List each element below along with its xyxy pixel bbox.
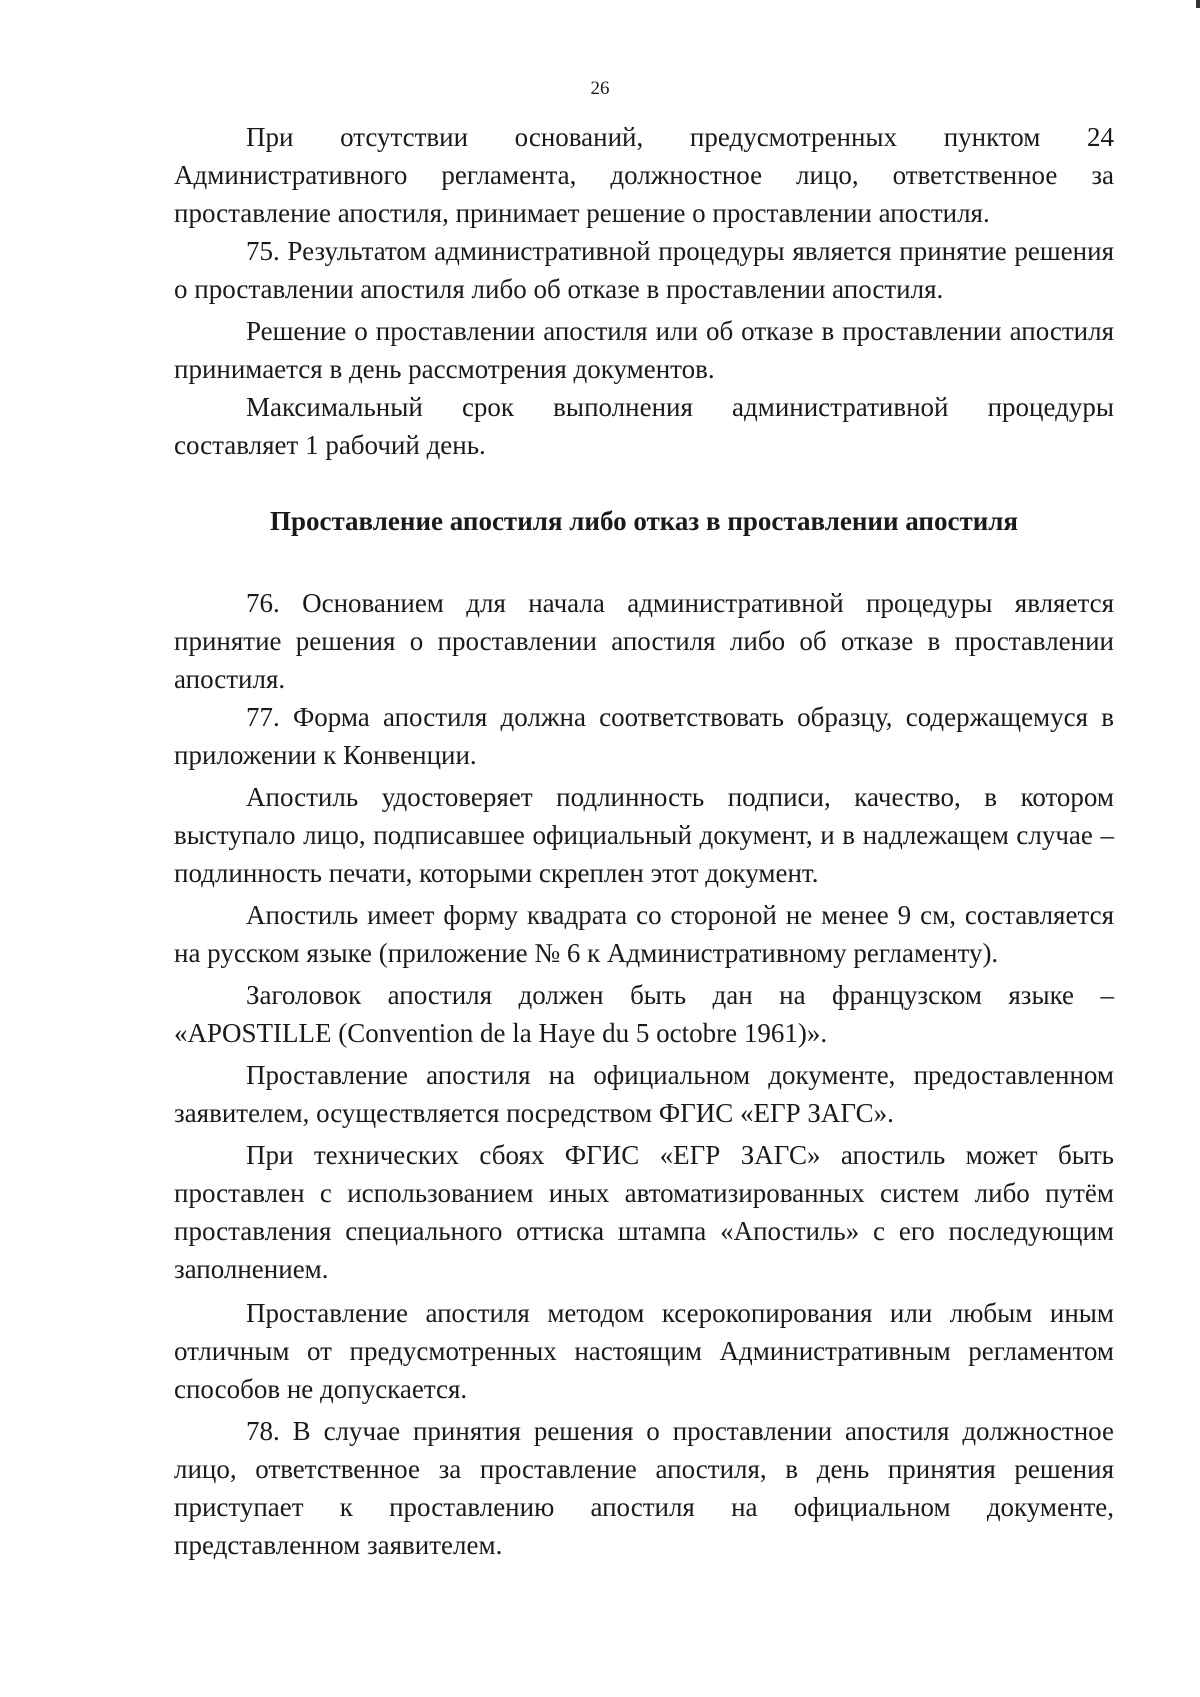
paragraph-item-78: 78. В случае принятия решения о проставлении апостиля должностное лицо, ответственное за проставление апостиля, в день принятия решения приступает к проставлению апостиля на официальном документе, представленном заявителем. bbox=[174, 1416, 1114, 1560]
paragraph-item-76: 76. Основанием для начала административной процедуры является принятие решения о проставлении апостиля либо об отказе в проставлении апостиля. bbox=[174, 588, 1114, 694]
paragraph: Проставление апостиля методом ксерокопирования или любым иным отличным от предусмотренных настоящим Административным регламентом способов не допускается. bbox=[174, 1298, 1114, 1404]
document-body bbox=[174, 118, 1114, 1564]
paragraph: При технических сбоях ФГИС «ЕГР ЗАГС» апостиль может быть проставлен с использованием иных автоматизированных систем либо путём проставления специального оттиска штампа «Апостиль» с его последующим заполнением. bbox=[174, 1140, 1114, 1284]
paragraph: Максимальный срок выполнения административной процедуры составляет 1 рабочий день. bbox=[174, 392, 1114, 460]
paragraph: При отсутствии оснований, предусмотренных пунктом 24 Административного регламента, должностное лицо, ответственное за проставление апостиля, принимает решение о проставлении апостиля. bbox=[174, 122, 1114, 228]
paragraph: Апостиль удостоверяет подлинность подписи, качество, в котором выступало лицо, подписавшее официальный документ, и в надлежащем случае – подлинность печати, которыми скреплен этот документ. bbox=[174, 782, 1114, 888]
section-heading: Проставление апостиля либо отказ в проставлении апостиля bbox=[269, 506, 1019, 536]
paragraph: Решение о проставлении апостиля или об отказе в проставлении апостиля принимается в день рассмотрения документов. bbox=[174, 316, 1114, 384]
scan-artifact-mark bbox=[1196, 0, 1200, 8]
paragraph: Проставление апостиля на официальном документе, предоставленном заявителем, осуществляется посредством ФГИС «ЕГР ЗАГС». bbox=[174, 1060, 1114, 1128]
paragraph-item-77: 77. Форма апостиля должна соответствовать образцу, содержащемуся в приложении к Конвенции. bbox=[174, 702, 1114, 770]
page-number: 26 bbox=[590, 78, 610, 99]
paragraph: Заголовок апостиля должен быть дан на французском языке – «APOSTILLE (Convention de la Haye du 5 octobre 1961)». bbox=[174, 980, 1114, 1048]
paragraph-item-75: 75. Результатом административной процедуры является принятие решения о проставлении апостиля либо об отказе в проставлении апостиля. bbox=[174, 236, 1114, 304]
paragraph: Апостиль имеет форму квадрата со стороной не менее 9 см, составляется на русском языке (приложение № 6 к Административному регламенту). bbox=[174, 900, 1114, 968]
